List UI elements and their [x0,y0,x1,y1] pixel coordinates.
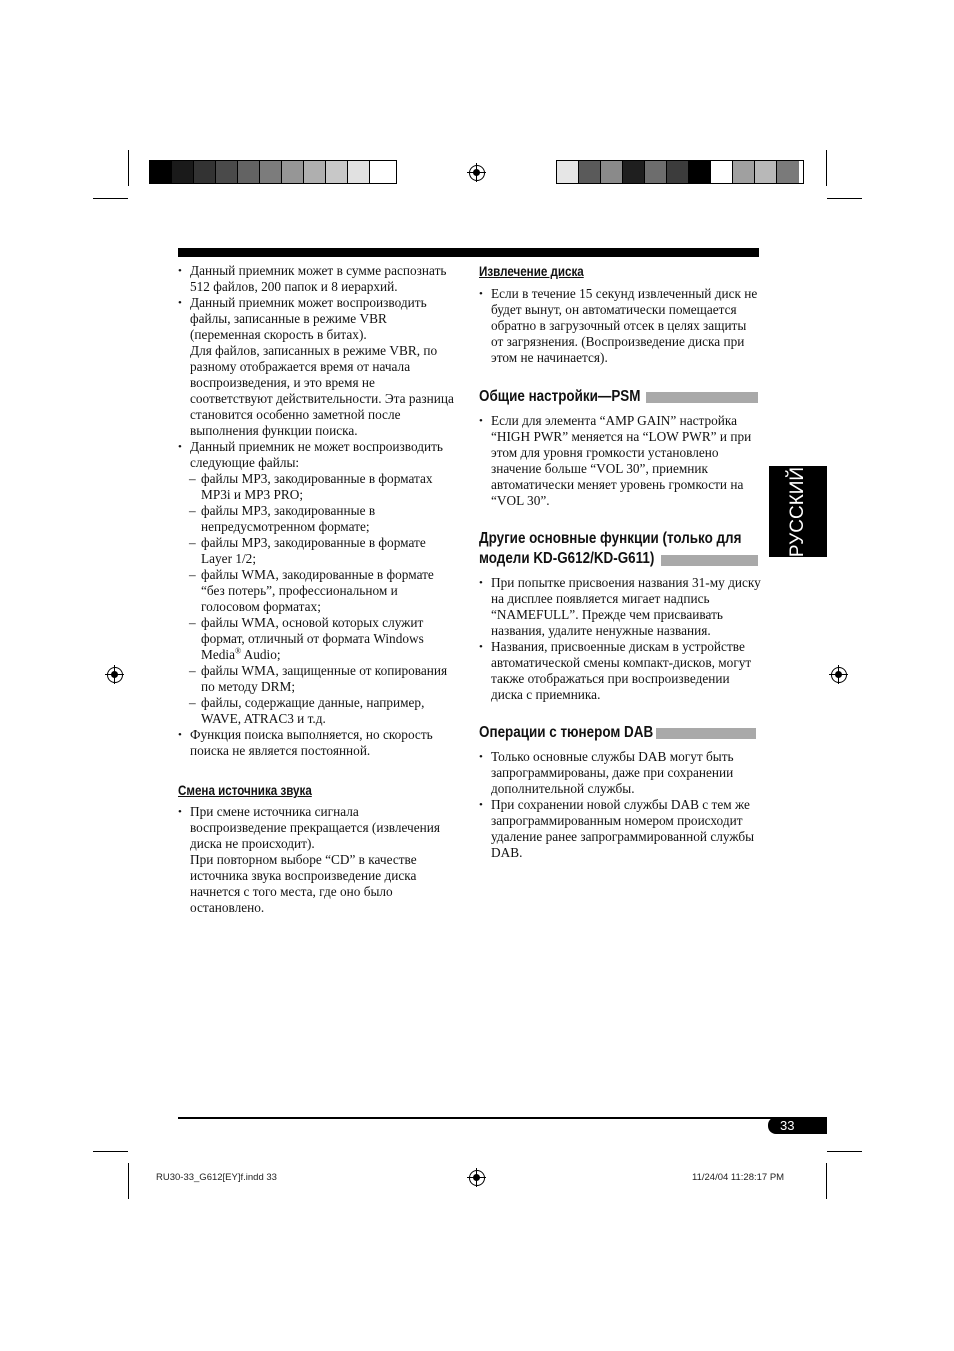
list-item: • При сохранении новой службы DAB с тем же запрограммированным номером происходит удаление ранее запрограммированной службы DAB. [479,797,761,861]
language-tab [769,466,827,557]
swatch [755,161,777,183]
list-item: • Если для элемента “AMP GAIN” настройка “HIGH PWR” меняется на “LOW PWR” и при этом для уровня громкости установлено значение больше “VOL 30”, приемник автоматически меняет уровень громкости на “VOL 30”. [479,413,761,509]
page-number-badge [768,1117,827,1134]
swatch [260,161,282,183]
footer-file-info: RU30-33_G612[EY]f.indd 33 [156,1172,277,1183]
list-item: • Если в течение 15 секунд извлеченный диск не будет вынут, он автоматически помещается обратно в загрузочный отсек в целях защиты от загрязнения. (Воспроизведение диска при этом не начинается). [479,286,761,366]
swatch [172,161,194,183]
registration-mark-icon [107,667,123,683]
section-heading: Операции с тюнером DAB [479,724,654,741]
paragraph: Для файлов, записанных в режиме VBR, по разному отображается время от начала воспроизведения, и это время не соответствуют действительности. Эта разница становится особенно заметной после выполнения функции поиска. [190,343,454,438]
swatch [282,161,304,183]
swatch [150,161,172,183]
right-column [479,264,761,861]
section-heading-row [479,723,761,743]
sub-list-item: – файлы WMA, защищенные от копирования по методу DRM; [178,663,458,695]
sub-list-item: – файлы MP3, закодированные в формате Layer 1/2; [178,535,458,567]
crop-mark [826,1163,827,1199]
heading-bar [661,555,758,566]
crop-mark [93,1151,128,1152]
list-item: • Функция поиска выполняется, но скорость поиска не является постоянной. [178,727,458,759]
list-item: • Названия, присвоенные дискам в устройстве автоматической смены компакт-дисков, могут также отображаться при воспроизведении диска с приемника. [479,639,761,703]
crop-mark [93,198,128,199]
crop-mark [827,1151,862,1152]
crop-mark [128,150,129,186]
swatch [733,161,755,183]
list-item: • При смене источника сигнала воспроизведение прекращается (извлечения диска не происходит). [178,804,458,852]
sub-list-item: – файлы, содержащие данные, например, WAVE, ATRAC3 и т.д. [178,695,458,727]
list-item: • Только основные службы DAB могут быть запрограммированы, даже при сохранении дополнительной службы. [479,749,761,797]
left-column [178,263,458,916]
swatch [711,161,733,183]
swatch [777,161,799,183]
sub-list-item: – файлы MP3, закодированные в непредусмотренном формате; [178,503,458,535]
text: файлы WMA, основой которых служит формат, отличный от формата Windows Media [201,615,424,662]
section-heading: Общие настройки—PSM [479,388,641,405]
section-heading: Другие основные функции (только для модели KD-G612/KD-G611) [479,530,742,567]
text: Audio; [241,647,281,662]
heading-bar [646,392,758,403]
swatch [326,161,348,183]
swatch [370,161,392,183]
swatch [557,161,579,183]
swatch [689,161,711,183]
crop-mark [128,1163,129,1199]
registration-mark-icon [469,165,485,181]
sub-list-item: – файлы MP3, закодированные в форматах MP3i и MP3 PRO; [178,471,458,503]
section-heading-row [479,387,761,407]
sub-list-item: – файлы WMA, закодированные в формате “без потерь”, профессиональном и голосовом форматах; [178,567,458,615]
swatch [304,161,326,183]
section-heading: Смена источника звука [178,783,312,798]
list-item: • Данный приемник может воспроизводить файлы, записанные в режиме VBR (переменная скорость в битах). [178,295,458,343]
page-number: 33 [780,1118,795,1133]
footer-rule [178,1117,827,1119]
color-calibration-bar-right [556,160,804,184]
swatch [601,161,623,183]
footer-timestamp: 11/24/04 11:28:17 PM [692,1172,785,1183]
heading-bar [656,728,756,739]
list-item: • Данный приемник может в сумме распознать 512 файлов, 200 папок и 8 иерархий. [178,263,458,295]
swatch [238,161,260,183]
crop-mark [826,150,827,186]
crop-mark [827,198,862,199]
swatch [579,161,601,183]
registration-mark-icon [469,1170,485,1186]
paragraph: При повторном выборе “CD” в качестве источника звука воспроизведение диска начнется с того места, где оно было остановлено. [190,852,417,915]
swatch [645,161,667,183]
language-tab-label: РУССКИЙ [787,466,808,557]
registration-mark-icon [831,667,847,683]
list-item: • При попытке присвоения названия 31-му диску на дисплее появляется мигает надпись “NAMEFULL”. Прежде чем присваивать названия, удалите ненужные названия. [479,575,761,639]
swatch [667,161,689,183]
swatch [348,161,370,183]
list-item: • Данный приемник не может воспроизводить следующие файлы: [178,439,458,471]
section-heading: Извлечение диска [479,264,584,279]
sub-list-item [178,615,458,663]
swatch [216,161,238,183]
color-calibration-bar-left [149,160,397,184]
swatch [194,161,216,183]
header-rule [178,248,759,257]
swatch [623,161,645,183]
section-heading-block [479,529,761,569]
registered-mark: ® [234,646,242,656]
